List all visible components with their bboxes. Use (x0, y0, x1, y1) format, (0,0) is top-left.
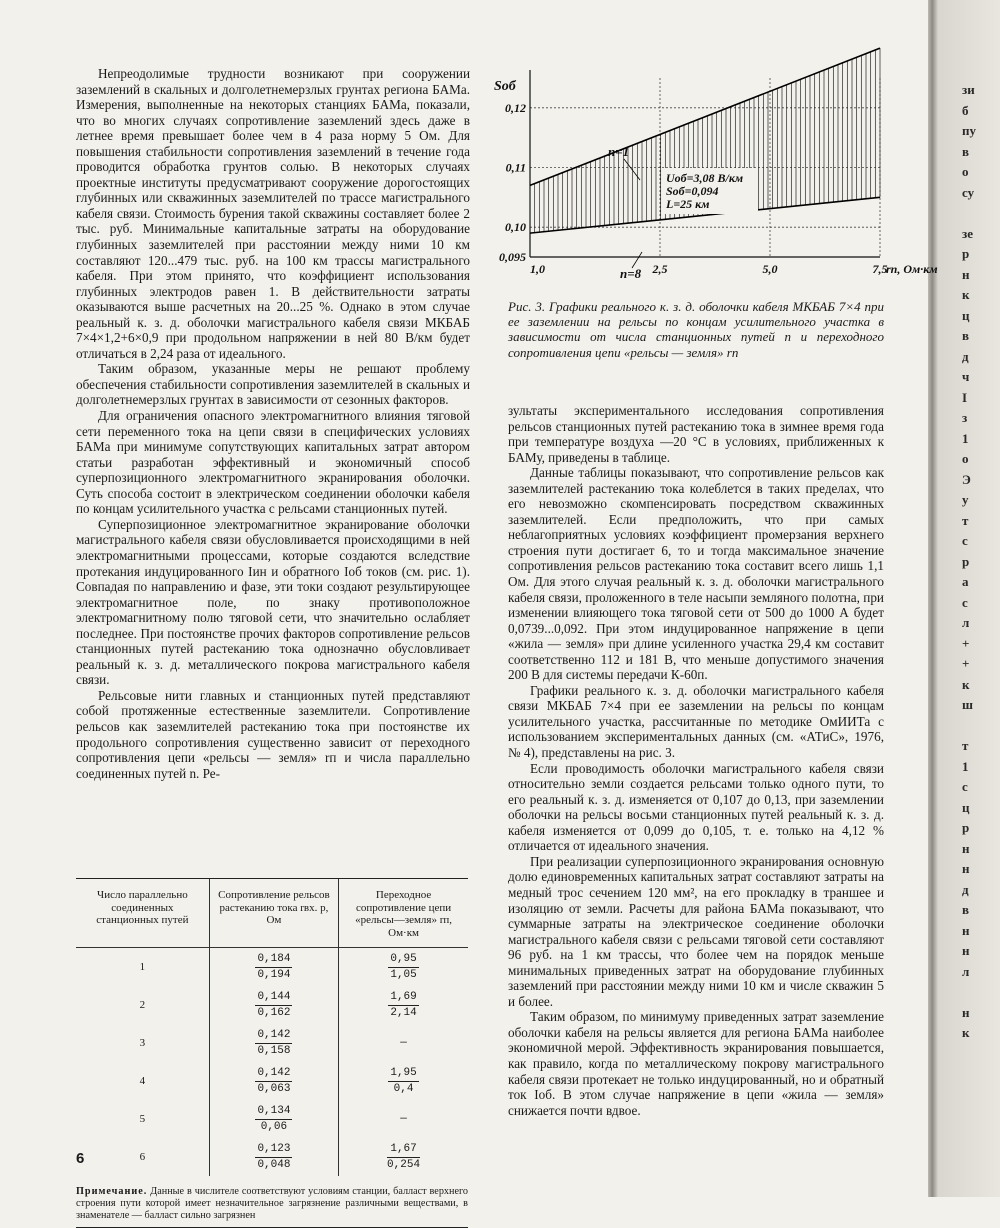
denominator: 0,194 (257, 968, 291, 981)
edge-fragment: л (962, 963, 970, 979)
column-header: Число параллельно соединенных станционных путей (96, 889, 189, 926)
x-tick-label: 5,0 (762, 262, 778, 276)
right-column (508, 403, 884, 1118)
row-count: 4 (139, 1074, 146, 1087)
figure-caption (508, 299, 884, 360)
edge-fragment: а (962, 574, 969, 589)
denominator: 0,158 (257, 1044, 291, 1057)
edge-fragment: с (962, 594, 968, 610)
row-count: 1 (139, 960, 146, 973)
fraction (255, 1029, 292, 1057)
resistance-cell (209, 1100, 338, 1138)
data-table (76, 878, 468, 1228)
paragraph: Данные таблицы показывают, что сопротивление рельсов как заземлителей растеканию тока колеблется в таких пределах, что его невозможно скомпенсировать посредством скважинных заземлителей. Если предположить, что при самых неблагоприятных условиях коэффициент промерзания верхнего строения пути достигает 6, то и тогда максимальное значение сопротивления рельсов растеканию тока составит всего лишь 1,1 Ом. Для этого случая реальный к. з. д. оболочки магистрального кабеля связи, проложенного в теле насыпи земляного полотна, при изменении влияющего тока тяговой сети от 500 до 1000 А будет 0,0739...0,092. При этом индуцированное напряжение в цепи «жила — земля» при длине усиленного участка 29,4 км составит соответственно 112 и 181 В, что меньше допустимого значения 200 В для системы передачи К-60п. (508, 465, 884, 683)
figure-label: Рис. 3. (508, 299, 546, 314)
paragraph: Суперпозиционное электромагнитное экранирование оболочки магистрального кабеля связи обусловливается происходящими в ней электромагнитными процессами, которые создаются вследствие протекания индуцированного Iин и обратного Iоб токов (см. рис. 1). Совпадая по направлению и фазе, эти токи создают результирующее электромагнитное поле, по знаку противоположное электромагнитному полю тяговой сети, что значительно ослабляет последнее. При постоянстве прочих факторов сопротивление рельсов станционных путей растеканию тока однозначно обусловливает реальный к. з. д. металлического покрова магистрального кабеля связи. (76, 516, 470, 688)
page-number: 6 (76, 1150, 85, 1167)
edge-fragment: к (962, 287, 970, 302)
y-tick-label: 0,11 (505, 160, 526, 175)
transition-resistance-cell (339, 948, 468, 987)
paragraph: Непреодолимые трудности возникают при сооружении заземлений в скальных и долголетнемерзлых грунтах региона БАМа. Измерения, выполненные на некоторых станциях БАМа, показали, что во многих случаях сопротивление заземлений здесь даже в летнее время превышает более чем в 4 раза норму 5 Ом. Для повышения стабильности сопротивления заземлений в течение года проводится обработка грунтов солью. В некоторых случаях проектные институты предусматривают сооружение дорогостоящих глубинных или скважинных заземлителей по трассе магистрального кабеля связи. Стоимость бурения такой скважины составляет более 2 тыс. руб. Минимальные капитальные затраты на оборудование глубинных заземлителей при расстоянии между ними 10 км составляют 120...479 тыс. руб. на 100 км трассы магистрального кабеля. При этом принято, что коэффициент использования глубинных электродов равен 1. В действительности затраты оказываются выше расчетных на 20...25 %. Однако в этом случае реальный к. з. д. оболочки магистрального кабеля связи МКБАБ 7×4×1,2+6×0,9 при продольном напряжении в ней 80 В/км будет отличаться в 2,24 раза от идеального. (76, 66, 470, 361)
numerator: 0,123 (255, 1143, 292, 1158)
edge-fragment: 1 (962, 430, 969, 446)
edge-fragment: р (962, 553, 970, 569)
row-count: 6 (139, 1150, 146, 1163)
x-axis-label: rп, Ом·км (886, 262, 938, 276)
chart-annotation: Uоб=3,08 В/км (666, 171, 744, 185)
table-note (76, 1176, 468, 1228)
resistance-cell (209, 948, 338, 987)
paragraph: Рельсовые нити главных и станционных путей представляют собой протяженные естественные заземлители. Сопротивление рельсов как заземлителей растеканию тока при постоянстве их продольного сопротивления существенно зависит от переходного сопротивления цепи «рельсы — земля» rп и числа параллельно соединенных путей n. Ре- (76, 687, 470, 781)
paragraph: Если проводимость оболочки магистрального кабеля связи относительно земли создается рельсами только одного пути, то его реальный к. з. д. изменяется от 0,107 до 0,13, при заземлении оболочки на рельсы восьми станционных путей реальный к. з. д. кабеля изменяется от 0,099 до 0,105, т. е. только на 4,12 % отличается от идеального значения. (508, 760, 884, 854)
edge-fragment: н (962, 840, 970, 856)
table-row (76, 1024, 468, 1062)
row-count: 3 (139, 1036, 146, 1049)
x-tick-label: 1,0 (530, 262, 545, 276)
edge-fragment: Э (962, 471, 971, 487)
chart-annotation: Sоб=0,094 (666, 184, 719, 198)
numerator: 1,69 (388, 991, 418, 1006)
edge-fragment: в (962, 143, 970, 159)
resistance-cell (209, 1062, 338, 1100)
edge-fragment: I (962, 389, 968, 405)
edge-fragment: у (962, 492, 969, 507)
numerator: 0,95 (388, 953, 418, 968)
fraction (388, 991, 418, 1019)
edge-fragment: т (962, 738, 969, 753)
fraction (255, 953, 292, 981)
edge-fragment: ч (962, 369, 970, 384)
table-header-row (76, 879, 468, 948)
fraction (255, 1067, 292, 1095)
row-count-cell (76, 1100, 209, 1138)
resistance-cell (209, 1138, 338, 1176)
denominator: 0,4 (393, 1082, 414, 1095)
paragraph: Для ограничения опасного электромагнитного влияния тяговой сети переменного тока на цепи связи в специфических условиях БАМа при минимуме сопутствующих капитальных затрат автором статьи разработан эффективный и экономичный способ суперпозиционного электромагнитного экранирования оболочки. Суть способа состоит в электрическом соединении оболочки кабеля по концам усилительного участка с рельсами станционных путей. (76, 408, 470, 517)
denominator: 0,048 (257, 1158, 291, 1171)
edge-fragment: р (962, 246, 970, 261)
series-line-n1 (530, 48, 880, 185)
edge-fragment (962, 716, 998, 737)
numerator: 0,142 (255, 1029, 292, 1044)
series-label: n=1 (608, 144, 630, 159)
transition-resistance-cell (339, 986, 468, 1024)
numerator: 0,134 (255, 1105, 292, 1120)
edge-fragment: д (962, 348, 969, 364)
y-tick-label: 0,12 (505, 100, 526, 115)
row-count-cell (76, 1138, 209, 1176)
edge-fragment: б (962, 102, 969, 118)
edge-fragment: з (962, 410, 968, 425)
resistance-cell (209, 1024, 338, 1062)
chart-annotation: L=25 км (666, 197, 710, 211)
figure-caption-text: Графики реального к. з. д. оболочки кабеля МКБАБ 7×4 при ее заземлении на рельсы по концам усилительного участка в зависимости от числа станционных путей n и переходного сопротивления цепи «рельсы — земля» rп (508, 299, 885, 360)
resistance-cell (209, 986, 338, 1024)
table-row (76, 1062, 468, 1100)
edge-fragment: пу (962, 123, 976, 138)
transition-resistance-cell (339, 1100, 468, 1138)
edge-fragment: ц (962, 307, 970, 323)
numerator: 1,95 (388, 1067, 418, 1082)
table-row (76, 986, 468, 1024)
transition-resistance-cell (339, 1138, 468, 1176)
paragraph: Таким образом, указанные меры не решают проблему обеспечения стабильности сопротивления заземлителей в скальных и долголетнемерзлых грунтах в зависимости от сезонных факторов. (76, 361, 470, 408)
denominator: 0,063 (257, 1082, 291, 1095)
edge-fragment: н (962, 861, 970, 876)
edge-fragment: о (962, 451, 969, 466)
y-tick-label: 0,095 (499, 250, 526, 264)
denominator: 1,05 (390, 968, 417, 981)
edge-fragment: д (962, 881, 969, 897)
fraction (387, 1143, 420, 1171)
edge-fragment: 1 (962, 758, 969, 774)
table-row (76, 1100, 468, 1138)
edge-fragment: ц (962, 799, 970, 815)
edge-fragment: + (962, 656, 970, 671)
paragraph: При реализации суперпозиционного экранирования основную долю единовременных капитальных затрат составляют затраты на медный трос сечением 120 мм², на его прокладку в траншее и изоляцию от земли. Расчеты для района БАМа показывают, что суммарные затраты на электрическое соединение оболочки магистрального кабеля связи с рельсами тяговой сети составляют 96 руб. на 1 км трассы, что более чем на порядок меньше минимальных приведенных затрат на оборудование глубинных заземлений при расстоянии между ними 10 км и числе скважин 5 и более. (508, 853, 884, 1009)
column-header: Сопротивление рельсов растеканию тока rвх. р, Ом (209, 879, 338, 948)
y-tick-label: 0,10 (505, 220, 526, 235)
row-count: 2 (139, 998, 146, 1011)
edge-fragment: р (962, 820, 970, 835)
edge-fragment: су (962, 184, 975, 200)
fraction (388, 1067, 418, 1095)
paragraph: Таким образом, по минимуму приведенных затрат заземление оболочки кабеля на рельсы является для региона БАМа наиболее экономичной мерой. Эффективность экранирования повышается, как правило, когда по металлическому покрову магистрального кабеля связи протекает не только индуцированный, но и обратный ток Iоб. В этом случае напряжение в цепи «жила — земля» снижается почти вдвое. (508, 1009, 884, 1118)
fraction (255, 991, 292, 1019)
row-count-cell (76, 986, 209, 1024)
edge-fragment: зи (962, 82, 975, 97)
figure-3-chart (492, 60, 938, 300)
edge-fragment: о (962, 164, 969, 179)
paragraph: зультаты экспериментального исследования сопротивления рельсов станционных путей растеканию тока в зимнее время года при температуре воздуха —20 °С в условиях, приближенных к БАМу, приведены в таблице. (508, 403, 884, 465)
edge-fragment: л (962, 615, 970, 630)
fraction (255, 1105, 292, 1133)
edge-fragment: н (962, 922, 970, 938)
edge-fragment: в (962, 902, 970, 917)
edge-fragment: н (962, 1004, 970, 1020)
edge-fragment: к (962, 676, 970, 692)
transition-resistance-cell (339, 1062, 468, 1100)
edge-fragment (962, 203, 998, 224)
row-count-cell (76, 948, 209, 987)
fraction (255, 1143, 292, 1171)
x-tick-label: 7,5 (872, 262, 888, 276)
numerator: 0,184 (255, 953, 292, 968)
row-count-cell (76, 1062, 209, 1100)
denominator: 0,06 (260, 1120, 288, 1133)
row-count: 5 (139, 1112, 146, 1125)
numerator: 1,67 (387, 1143, 420, 1158)
note-text: Данные в числителе соответствуют условиям станции, балласт верхнего строения пути которой имеет незначительное загрязнение различными веществами, в знаменателе — балласт сильно загрязнен (76, 1186, 468, 1221)
adjacent-page-text (962, 80, 998, 1044)
y-axis-label: Sоб (494, 79, 516, 94)
table-row (76, 948, 468, 987)
column-header: Переходное сопротивление цепи «рельсы—земля» rп, Ом·км (339, 879, 468, 948)
x-tick-label: 2,5 (652, 262, 668, 276)
edge-fragment: т (962, 512, 969, 528)
numerator: 0,144 (255, 991, 292, 1006)
edge-fragment: + (962, 635, 970, 651)
paragraph: Графики реального к. з. д. оболочки магистрального кабеля связи МКБАБ 7×4 при ее заземлении на рельсы по концам усилительного участка, рассчитанные по методике ОмИИТа с использованием экспериментальных данных (см. «АТиС», 1976, № 4), представлены на рис. 3. (508, 682, 884, 761)
empty-value: — (400, 1036, 407, 1049)
edge-fragment: в (962, 328, 970, 343)
denominator: 2,14 (390, 1006, 417, 1019)
edge-fragment: н (962, 266, 970, 282)
series-label: n=8 (620, 266, 642, 281)
transition-resistance-cell (339, 1024, 468, 1062)
empty-value: — (400, 1112, 407, 1125)
edge-fragment: с (962, 779, 968, 794)
edge-fragment: зе (962, 225, 973, 241)
denominator: 0,162 (257, 1006, 291, 1019)
numerator: 0,142 (255, 1067, 292, 1082)
edge-fragment: к (962, 1025, 970, 1040)
edge-fragment (962, 982, 998, 1003)
table-row (76, 1138, 468, 1176)
edge-fragment: ш (962, 697, 973, 712)
edge-fragment: н (962, 943, 970, 958)
row-count-cell (76, 1024, 209, 1062)
denominator: 0,254 (387, 1158, 421, 1171)
left-column (76, 66, 470, 781)
note-label: Примечание. (76, 1186, 148, 1197)
fraction (388, 953, 418, 981)
edge-fragment: с (962, 533, 968, 548)
